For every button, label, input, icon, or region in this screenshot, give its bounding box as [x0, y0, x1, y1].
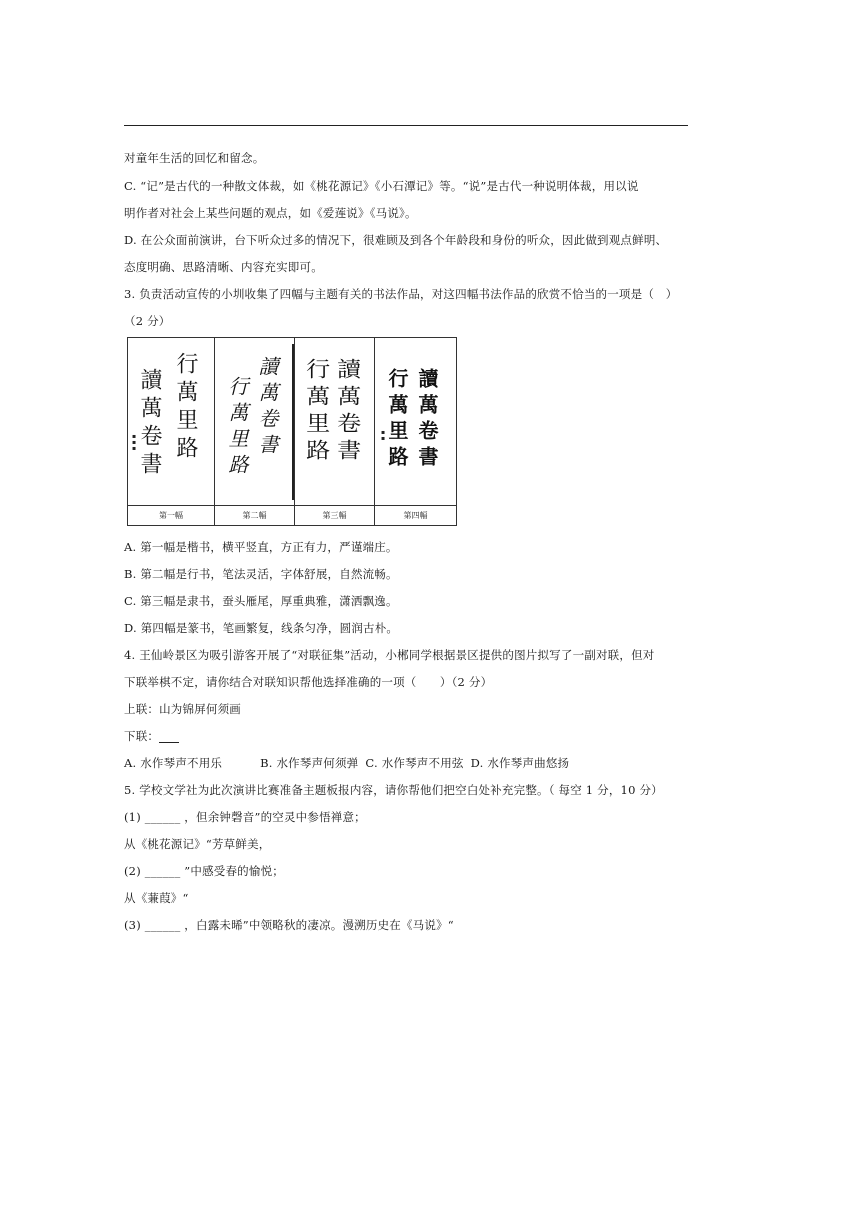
- option-c: C. 第三幅是隶书，蚕头雁尾，厚重典雅，潇洒飘逸。: [124, 594, 398, 608]
- question-4: 4. 王仙岭景区为吸引游客开展了“对联征集”活动，小郴同学根据景区提供的图片拟写了一副对联，但对: [124, 648, 655, 662]
- option-d-text: D. 在公众面前演讲，台下听众过多的情况下，很难顾及到各个年龄段和身份的听众，因此做到观点鲜明、: [124, 233, 668, 247]
- couplet-option-c: C. 水作琴声不用弦: [365, 756, 464, 770]
- option-c-text: C. “记”是古代的一种散文体裁，如《桃花源记》《小石潭记》等。“说”是古代一种说明体裁，用以说: [124, 179, 639, 193]
- calligraphy-column: 行萬里路: [173, 352, 198, 464]
- panel-caption: 第一幅: [128, 505, 214, 525]
- calligraphy-panel-4: [375, 338, 456, 525]
- panel-caption: 第四幅: [375, 505, 456, 525]
- text-line: 从《蒹葭》“: [124, 891, 189, 905]
- text-line: 对童年生活的回忆和留念。: [124, 151, 265, 165]
- seal-mark: ▪ ▪: [381, 429, 386, 442]
- calligraphy-panel-2: [215, 338, 295, 525]
- couplet-options: [124, 756, 569, 770]
- text-line: 从《桃花源记》“芳草鲜美，: [124, 837, 271, 851]
- upper-couplet: 上联：山为锦屏何须画: [124, 702, 241, 716]
- fill-blank-3: (3) ______ ，白露未晞”中领略秋的凄凉。漫溯历史在《马说》“: [124, 918, 454, 932]
- couplet-option-d: D. 水作琴声曲悠扬: [470, 756, 570, 770]
- panel-caption: 第三幅: [295, 505, 374, 525]
- calligraphy-panel-1: [128, 338, 215, 525]
- calligraphy-column: 讀萬卷書: [255, 356, 279, 460]
- couplet-option-a: A. 水作琴声不用乐: [124, 756, 223, 770]
- question-5: 5. 学校文学社为此次演讲比赛准备主题板报内容，请你帮他们把空白处补充完整。（ 每空 1 分，10 分）: [124, 783, 663, 797]
- calligraphy-column: 讀萬卷書: [415, 368, 439, 472]
- calligraphy-column: 讀萬卷書: [137, 368, 162, 480]
- question-3-score: （2 分）: [124, 314, 171, 328]
- lower-couplet: [124, 729, 179, 743]
- lower-couplet-label: 下联：: [124, 729, 160, 743]
- calligraphy-column: 行萬里路: [303, 358, 331, 466]
- header-rule: [124, 125, 688, 126]
- fill-blank-2: (2) ______ ”中感受春的愉悦；: [124, 864, 284, 878]
- text-line: 明作者对社会上某些问题的观点，如《爱莲说》《马说》。: [124, 206, 417, 220]
- option-d: D. 第四幅是篆书，笔画繁复，线条匀净，圆润古朴。: [124, 621, 399, 635]
- text-line: 态度明确、思路清晰、内容充实即可。: [124, 260, 323, 274]
- calligraphy-column: 行萬里路: [225, 376, 249, 480]
- calligraphy-column: 讀萬卷書: [334, 358, 362, 466]
- answer-blank: [159, 731, 179, 743]
- text-line: 下联举棋不定，请你结合对联知识帮他选择准确的一项（ ）（2 分）: [124, 675, 493, 689]
- calligraphy-column: 行萬里路: [385, 368, 409, 472]
- seal-mark: ▪ ▪ ▪: [132, 433, 137, 452]
- question-3: 3. 负责活动宣传的小圳收集了四幅与主题有关的书法作品，对这四幅书法作品的欣赏不恰当的一项是（ ）: [124, 287, 678, 301]
- calligraphy-figure: [127, 337, 457, 526]
- panel-caption: 第二幅: [215, 505, 294, 525]
- calligraphy-panel-3: [295, 338, 375, 525]
- couplet-option-b: B. 水作琴声何须弹: [260, 756, 359, 770]
- option-a: A. 第一幅是楷书，横平竖直，方正有力，严谨端庄。: [124, 540, 398, 554]
- option-b: B. 第二幅是行书，笔法灵活，字体舒展，自然流畅。: [124, 567, 398, 581]
- fill-blank-1: (1) ______ ，但余钟磬音”的空灵中参悟禅意；: [124, 810, 366, 824]
